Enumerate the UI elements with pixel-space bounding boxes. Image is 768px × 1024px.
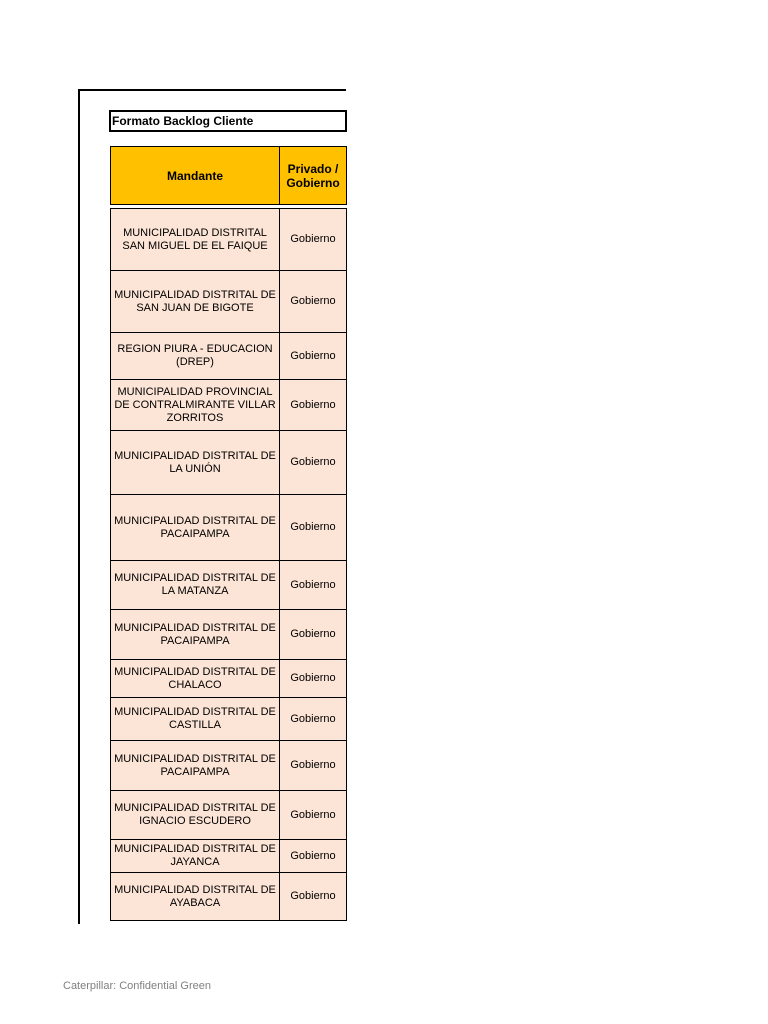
table-row xyxy=(111,741,347,791)
tipo-cell: Gobierno xyxy=(280,741,347,791)
tipo-cell: Gobierno xyxy=(280,660,347,698)
sheet-frame-left-border xyxy=(78,89,80,924)
mandante-cell: MUNICIPALIDAD DISTRITAL DE AYABACA xyxy=(111,873,280,921)
mandante-cell: MUNICIPALIDAD DISTRITAL DE PACAIPAMPA xyxy=(111,741,280,791)
tipo-cell: Gobierno xyxy=(280,431,347,495)
table-row xyxy=(111,271,347,333)
table-row xyxy=(111,333,347,380)
table-row xyxy=(111,840,347,873)
tipo-cell: Gobierno xyxy=(280,840,347,873)
table-row xyxy=(111,495,347,561)
mandante-cell: MUNICIPALIDAD DISTRITAL DE LA UNIÓN xyxy=(111,431,280,495)
table-row xyxy=(111,660,347,698)
mandante-cell: MUNICIPALIDAD DISTRITAL DE PACAIPAMPA xyxy=(111,610,280,660)
confidentiality-footer: Caterpillar: Confidential Green xyxy=(63,980,211,992)
table-row xyxy=(111,380,347,431)
mandante-cell: MUNICIPALIDAD DISTRITAL DE CASTILLA xyxy=(111,698,280,741)
tipo-cell: Gobierno xyxy=(280,873,347,921)
mandante-cell: MUNICIPALIDAD DISTRITAL DE JAYANCA xyxy=(111,840,280,873)
tipo-cell: Gobierno xyxy=(280,698,347,741)
tipo-cell: Gobierno xyxy=(280,610,347,660)
table-row xyxy=(111,431,347,495)
mandante-cell: MUNICIPALIDAD DISTRITAL DE CHALACO xyxy=(111,660,280,698)
backlog-table xyxy=(110,146,347,921)
tipo-cell: Gobierno xyxy=(280,791,347,840)
tipo-cell: Gobierno xyxy=(280,271,347,333)
table-row xyxy=(111,873,347,921)
column-header-mandante: Mandante xyxy=(111,147,280,205)
tipo-cell: Gobierno xyxy=(280,380,347,431)
column-header-privado-gobierno: Privado / Gobierno xyxy=(280,147,347,205)
mandante-cell: REGION PIURA - EDUCACION (DREP) xyxy=(111,333,280,380)
mandante-cell: MUNICIPALIDAD DISTRITAL SAN MIGUEL DE EL FAIQUE xyxy=(111,209,280,271)
mandante-cell: MUNICIPALIDAD DISTRITAL DE PACAIPAMPA xyxy=(111,495,280,561)
tipo-cell: Gobierno xyxy=(280,495,347,561)
table-row xyxy=(111,209,347,271)
tipo-cell: Gobierno xyxy=(280,209,347,271)
mandante-cell: MUNICIPALIDAD DISTRITAL DE LA MATANZA xyxy=(111,561,280,610)
mandante-cell: MUNICIPALIDAD DISTRITAL DE SAN JUAN DE BIGOTE xyxy=(111,271,280,333)
table-header-row xyxy=(111,147,347,205)
tipo-cell: Gobierno xyxy=(280,333,347,380)
table-row xyxy=(111,791,347,840)
table-row xyxy=(111,610,347,660)
table-row xyxy=(111,561,347,610)
tipo-cell: Gobierno xyxy=(280,561,347,610)
sheet-title: Formato Backlog Cliente xyxy=(109,110,347,132)
mandante-cell: MUNICIPALIDAD PROVINCIAL DE CONTRALMIRANTE VILLAR ZORRITOS xyxy=(111,380,280,431)
mandante-cell: MUNICIPALIDAD DISTRITAL DE IGNACIO ESCUDERO xyxy=(111,791,280,840)
table-row xyxy=(111,698,347,741)
sheet-frame-top-border xyxy=(78,89,346,91)
